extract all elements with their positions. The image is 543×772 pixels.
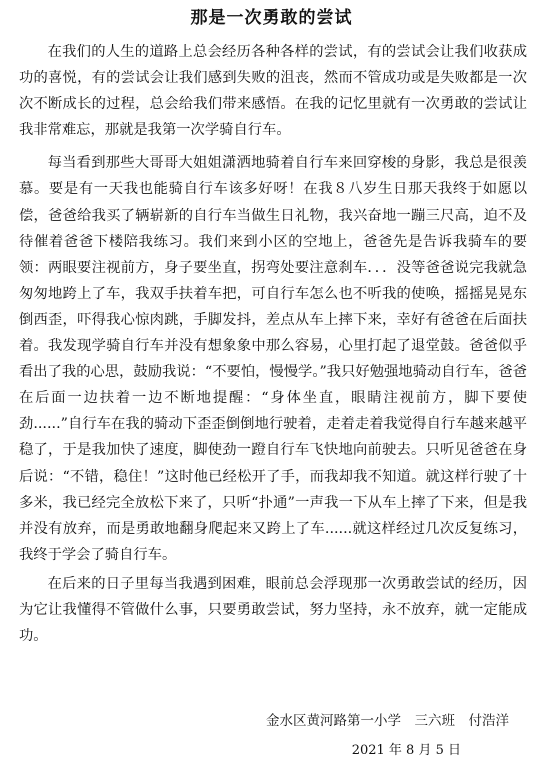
document-title: 那是一次勇敢的尝试: [190, 8, 353, 28]
document-date: 2021 年 8 月 5 日: [351, 743, 461, 758]
body-paragraph-3: 在后来的日子里每当我遇到困难，眼前总会浮现那一次勇敢尝试的经历，因为它让我懂得不管做什么事，只要勇敢尝试，努力坚持，永不放弃，就一定能成功。: [19, 575, 527, 645]
body-paragraph-2: 每当看到那些大哥哥大姐姐潇洒地骑着自行车来回穿梭的身影，我总是很羡慕。要是有一天我也能骑自行车该多好呀！在我８八岁生日那天我终于如愿以偿，爸爸给我买了辆崭新的自行车当做生日礼物，我兴奋地一蹦三尺高，迫不及待催着爸爸下楼陪我练习。我们来到小区的空地上，爸爸先是告诉我骑车的要领：两眼要注视前方，身子要坐直，拐弯处要注意刹车．．．没等爸爸说完我就急匆匆地跨上了车，我双手扶着车把，可自行车怎么也不听我的使唤，摇摇晃晃东倒西歪，吓得我心惊肉跳，手脚发抖，差点从车上摔下来，幸好有爸爸在后面扶着。我发现学骑自行车并没有想象象中那么容易，心里打起了退堂鼓。爸爸似乎看出了我的心思，鼓励我说：“不要怕，慢慢学。”我只好勉强地骑动自行车，爸爸在后面一边扶着一边不断地提醒：“身体坐直，眼睛注视前方，脚下要使劲......”自行车在我的骑动下歪歪倒倒地行驶着，走着走着我觉得自行车越来越平稳了，于是我加快了速度，脚使劲一蹬自行车飞快地向前驶去。只听见爸爸在身后说：“不错，稳住！”这时他已经松开了手，而我却我不知道。就这样行驶了十多米，我已经完全放松下来了，只听“扑通”一声我一下从车上摔了下来，但是我并没有放弃，而是勇敢地翻身爬起来又跨上了车......就这样经过几次反复练习，我终于学会了骑自行车。: [19, 155, 527, 563]
document-body: [19, 39, 527, 649]
author-signature: 金水区黄河路第一小学 三六班 付浩洋: [266, 713, 509, 729]
body-paragraph-1: 在我们的人生的道路上总会经历各种各样的尝试，有的尝试会让我们收获成功的喜悦，有的尝试会让我们感到失败的沮丧，然而不管成功或是失败都是一次次不断成长的过程，总会给我们带来感悟。在我的记忆里就有一次勇敢的尝试让我非常难忘，那就是我第一次学骑自行车。: [19, 44, 527, 139]
